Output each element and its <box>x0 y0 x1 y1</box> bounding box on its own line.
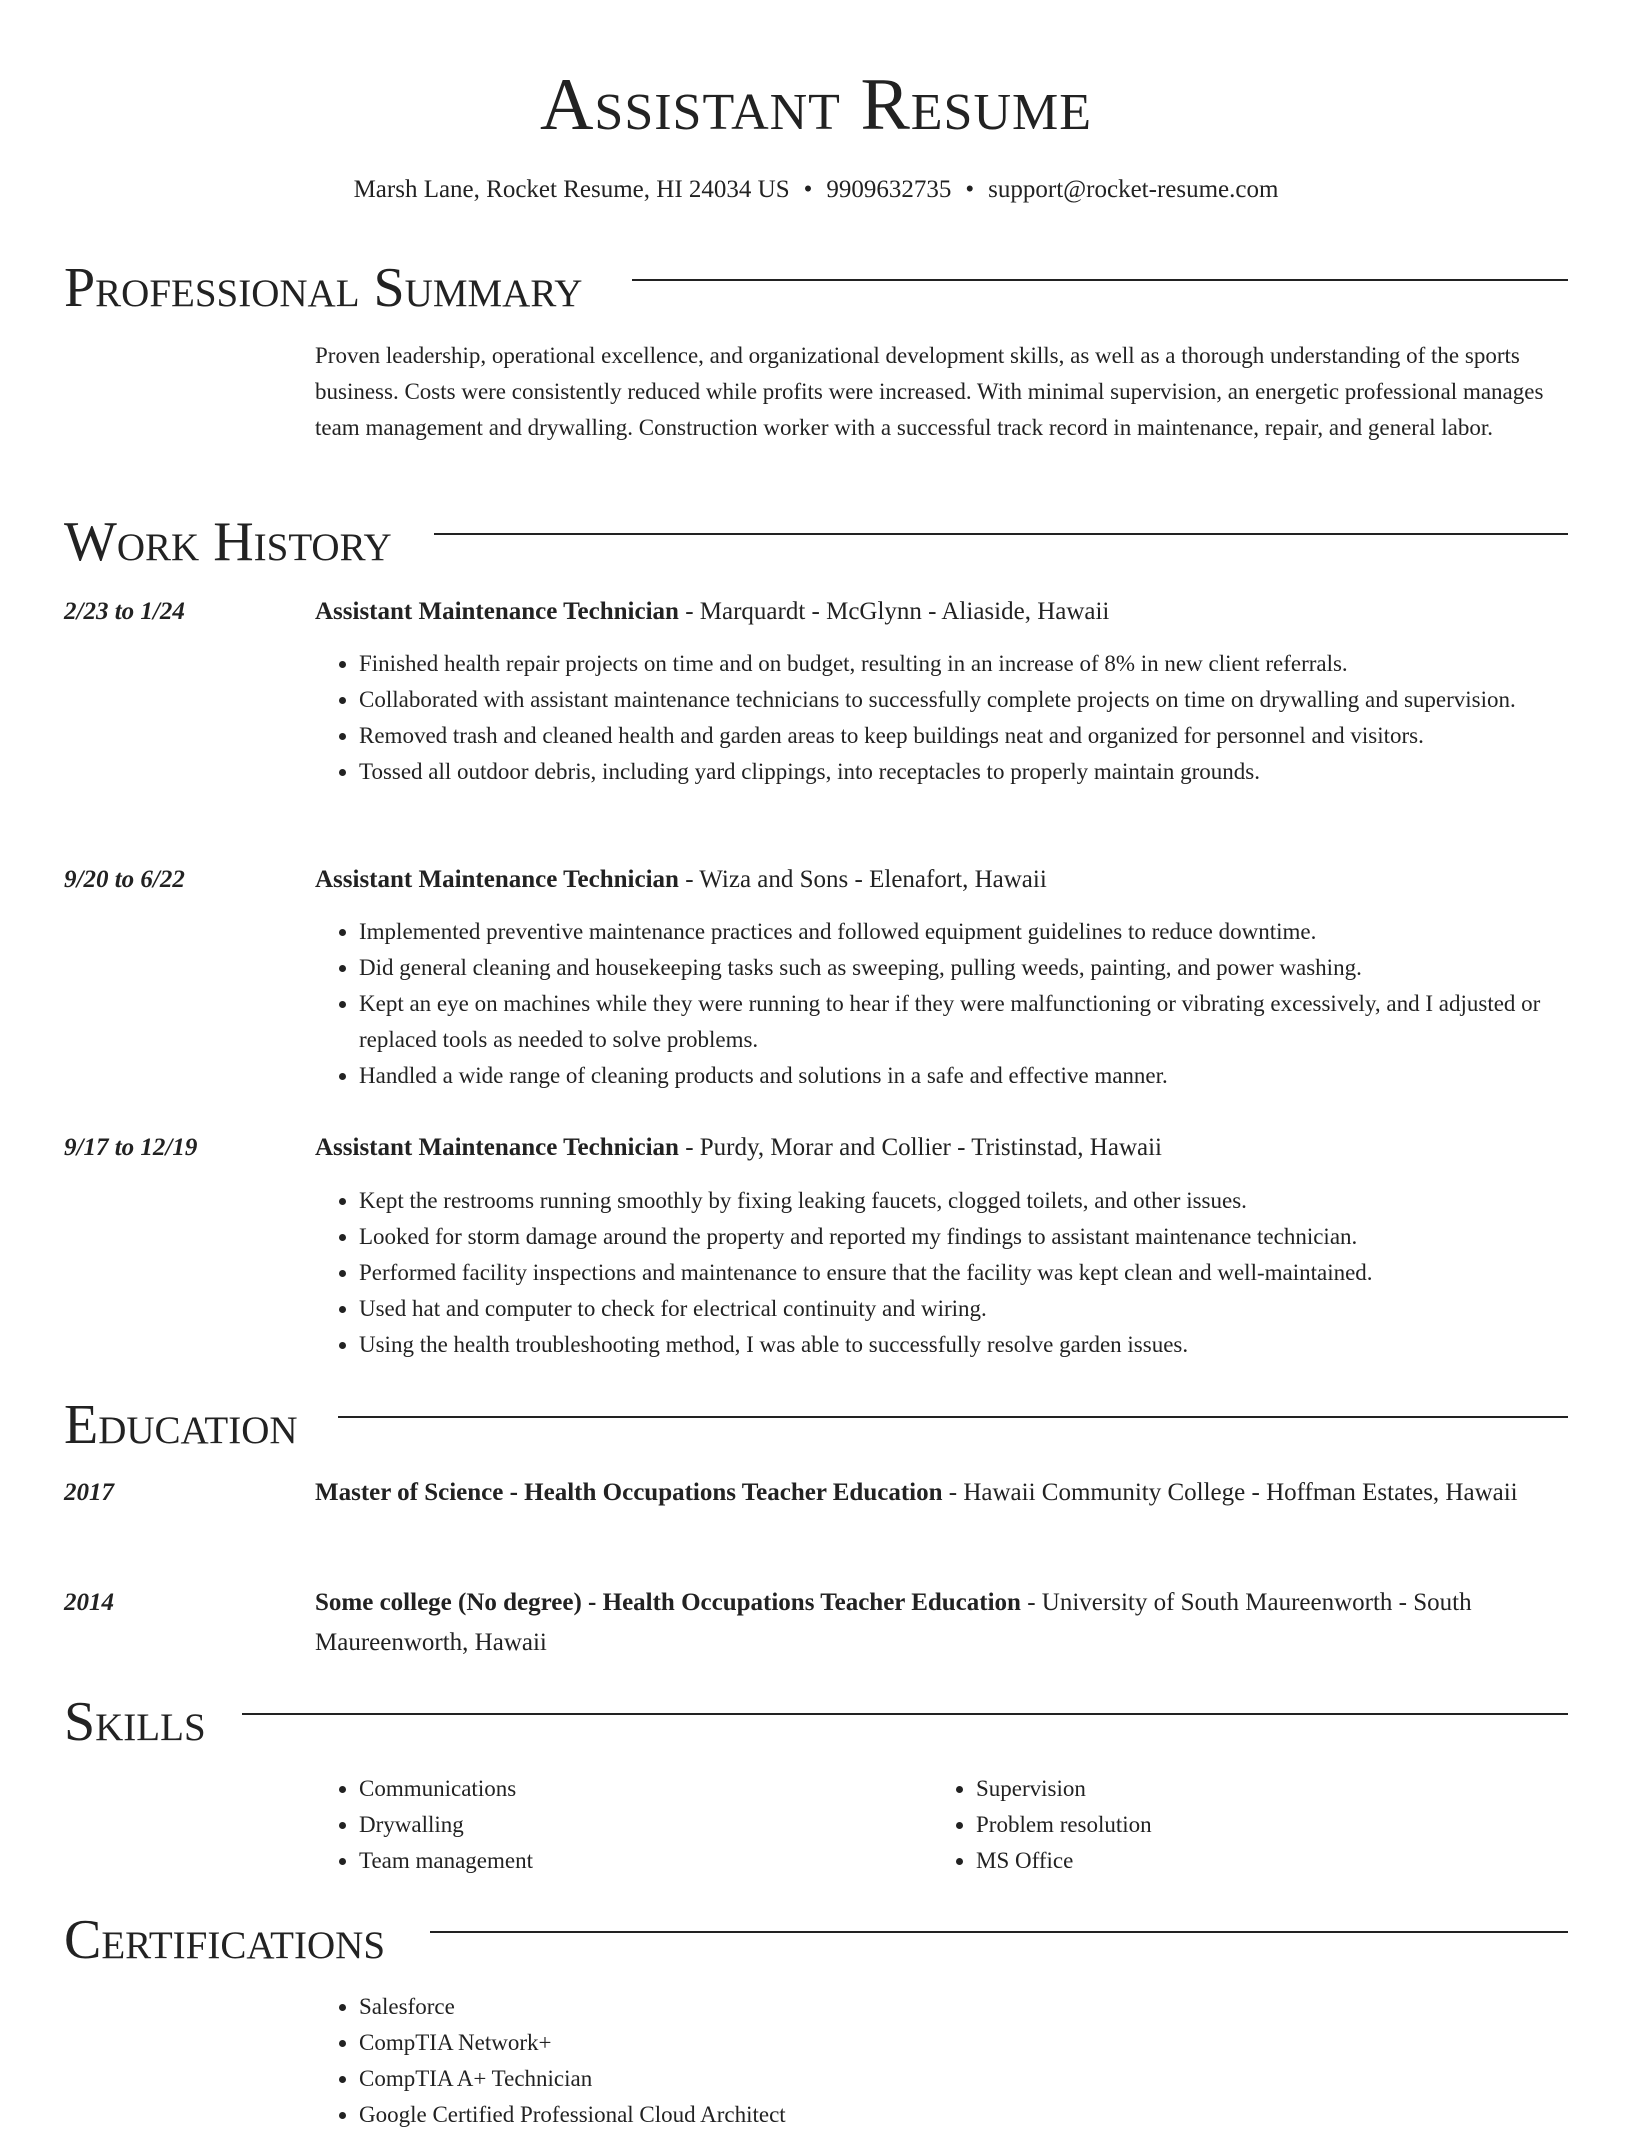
section-education <box>64 1393 1568 1457</box>
education-degree: Master of Science - Health Occupations Teacher Education <box>315 1479 943 1506</box>
section-rule <box>434 533 1568 535</box>
skill-item: • Team management <box>359 1843 919 1879</box>
job-bullet: • Looked for storm damage around the property and reported my findings to assistant maintenance technician. <box>359 1219 1568 1255</box>
job-bullet: • Tossed all outdoor debris, including yard clippings, into receptacles to properly maintain grounds. <box>359 754 1568 790</box>
contact-separator: • <box>803 176 813 203</box>
skill-item: • Drywalling <box>359 1807 919 1843</box>
section-rule <box>338 1416 1568 1418</box>
job-title: Assistant Maintenance Technician <box>315 598 679 625</box>
contact-address: Marsh Lane, Rocket Resume, HI 24034 US <box>353 176 790 203</box>
contact-separator: • <box>965 176 975 203</box>
section-work-history <box>64 510 1568 574</box>
education-entry <box>315 1583 1568 1663</box>
section-rule <box>632 279 1568 281</box>
section-heading-education: Education <box>64 1394 298 1456</box>
job-details: - Purdy, Morar and Collier - Tristinstad, Hawaii <box>678 1134 1162 1161</box>
section-heading-work: Work History <box>64 511 392 573</box>
job-bullets <box>315 1183 1568 1363</box>
job-dates: 9/17 to 12/19 <box>64 1134 198 1161</box>
job-bullet: • Collaborated with assistant maintenance technicians to successfully complete projects on time on drywalling and supervision. <box>359 682 1568 718</box>
skill-item: • Problem resolution <box>976 1807 1536 1843</box>
section-certifications <box>64 1908 1568 1972</box>
job-bullet: • Handled a wide range of cleaning products and solutions in a safe and effective manner. <box>359 1058 1568 1094</box>
job-bullet: • Implemented preventive maintenance practices and followed equipment guidelines to reduce downtime. <box>359 914 1568 950</box>
education-degree: Some college (No degree) - Health Occupations Teacher Education <box>315 1589 1021 1616</box>
job-dates: 2/23 to 1/24 <box>64 598 185 625</box>
education-year: 2017 <box>64 1479 114 1506</box>
education-year: 2014 <box>64 1589 114 1616</box>
job-bullet: • Kept the restrooms running smoothly by fixing leaking faucets, clogged toilets, and other issues. <box>359 1183 1568 1219</box>
job-bullet: • Using the health troubleshooting method, I was able to successfully resolve garden issues. <box>359 1327 1568 1363</box>
job-details: - Marquardt - McGlynn - Aliaside, Hawaii <box>678 598 1110 625</box>
education-details: - University of South Maureenworth - South Maureenworth, Hawaii <box>315 1589 1472 1656</box>
certification-item: • Salesforce <box>359 1989 1568 2025</box>
certification-item: • CompTIA A+ Technician <box>359 2061 1568 2097</box>
section-heading-summary: Professional Summary <box>64 257 583 319</box>
skill-item: • Communications <box>359 1771 919 1807</box>
section-skills <box>64 1690 1568 1754</box>
job-title: Assistant Maintenance Technician <box>315 866 679 893</box>
job-bullet: • Used hat and computer to check for electrical continuity and wiring. <box>359 1291 1568 1327</box>
certifications-list <box>315 1989 1568 2133</box>
certification-item: • Google Certified Professional Cloud Architect <box>359 2097 1568 2133</box>
job-dates: 9/20 to 6/22 <box>64 866 185 893</box>
skills-list-left <box>315 1771 919 1879</box>
job-bullet: • Performed facility inspections and maintenance to ensure that the facility was kept clean and well-maintained. <box>359 1255 1568 1291</box>
skill-item: • Supervision <box>976 1771 1536 1807</box>
job-heading <box>315 1128 1568 1168</box>
job-bullet: • Kept an eye on machines while they were running to hear if they were malfunctioning or vibrating excessively, and I adjusted or replaced tools as needed to solve problems. <box>359 986 1568 1058</box>
section-rule <box>430 1931 1568 1933</box>
job-title: Assistant Maintenance Technician <box>315 1134 679 1161</box>
summary-text: Proven leadership, operational excellence, and organizational development skills, as well as a thorough understanding of the sports business. Costs were consistently reduced while profits were increased. With minimal supervision, an energetic professional manages team management and drywalling. Construction worker with a successful track record in maintenance, repair, and general labor. <box>315 343 1544 440</box>
section-heading-certifications: Certifications <box>64 1909 386 1971</box>
section-rule <box>242 1713 1568 1715</box>
contact-phone: 9909632735 <box>826 176 952 203</box>
job-bullets <box>315 646 1568 790</box>
education-entry <box>315 1473 1568 1513</box>
job-bullets <box>315 914 1568 1094</box>
section-professional-summary <box>64 256 1568 320</box>
skills-list-right <box>932 1771 1536 1879</box>
job-bullet: • Removed trash and cleaned health and garden areas to keep buildings neat and organized for personnel and visitors. <box>359 718 1568 754</box>
job-heading <box>315 592 1568 632</box>
job-heading <box>315 860 1568 900</box>
contact-line <box>0 172 1632 208</box>
contact-email: support@rocket-resume.com <box>988 176 1279 203</box>
resume-title: Assistant Resume <box>539 64 1093 146</box>
section-heading-skills: Skills <box>64 1691 206 1753</box>
certification-item: • CompTIA Network+ <box>359 2025 1568 2061</box>
job-bullet: • Finished health repair projects on time and on budget, resulting in an increase of 8% in new client referrals. <box>359 646 1568 682</box>
education-details: - Hawaii Community College - Hoffman Estates, Hawaii <box>942 1479 1518 1506</box>
skill-item: • MS Office <box>976 1843 1536 1879</box>
job-bullet: • Did general cleaning and housekeeping tasks such as sweeping, pulling weeds, painting, and power washing. <box>359 950 1568 986</box>
job-details: - Wiza and Sons - Elenafort, Hawaii <box>678 866 1047 893</box>
